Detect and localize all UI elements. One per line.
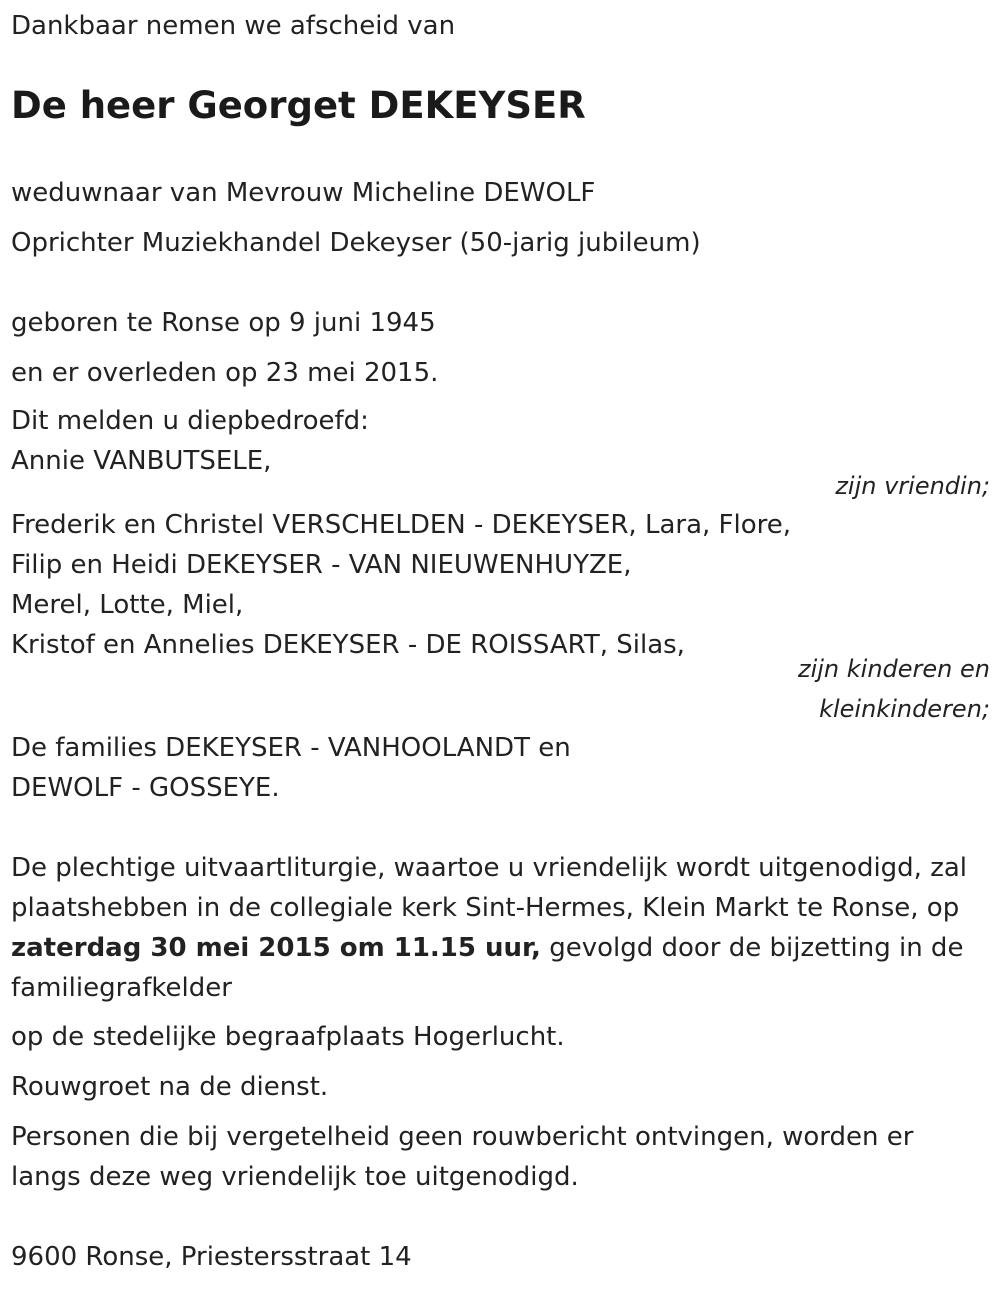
children-relation: zijn kinderen en [798, 655, 990, 683]
death-text: en er overleden op 23 mei 2015. [11, 358, 439, 388]
liturgy-text: gevolgd door de bijzetting in de familiegrafkelder [11, 933, 964, 1003]
notice-text: Personen die bij vergetelheid geen rouwbericht ontvingen, worden er langs deze weg vriendelijk toe uitgenodigd. [11, 1122, 914, 1192]
announce-text: Dit melden u diepbedroefd: [11, 406, 369, 436]
address-text: 9600 Ronse, Priestersstraat 14 [11, 1242, 412, 1272]
friend-name: Annie VANBUTSELE, [11, 446, 272, 476]
deceased-name: De heer Georget DEKEYSER [11, 84, 586, 127]
child-line: Filip en Heidi DEKEYSER - VAN NIEUWENHUYZE, [11, 550, 632, 580]
condolence-text: Rouwgroet na de dienst. [11, 1072, 329, 1102]
children-relation: kleinkinderen; [819, 695, 990, 723]
families-line: DEWOLF - GOSSEYE. [11, 773, 280, 803]
liturgy-text: De plechtige uitvaartliturgie, waartoe u vriendelijk wordt uitgenodigd, zal plaatshebben in de collegiale kerk Sint-Hermes, Klein Markt te Ronse, op [11, 853, 968, 923]
child-line: Frederik en Christel VERSCHELDEN - DEKEYSER, Lara, Flore, [11, 510, 791, 540]
child-line: Merel, Lotte, Miel, [11, 590, 244, 620]
cemetery-text: op de stedelijke begraafplaats Hogerlucht. [11, 1022, 565, 1052]
birth-text: geboren te Ronse op 9 juni 1945 [11, 308, 436, 338]
families-line: De families DEKEYSER - VANHOOLANDT en [11, 733, 571, 763]
liturgy-date: zaterdag 30 mei 2015 om 11.15 uur, [11, 933, 541, 963]
child-line: Kristof en Annelies DEKEYSER - DE ROISSART, Silas, [11, 630, 685, 660]
spouse-text: weduwnaar van Mevrouw Micheline DEWOLF [11, 178, 596, 208]
intro-text: Dankbaar nemen we afscheid van [11, 11, 456, 41]
friend-relation: zijn vriendin; [835, 472, 990, 500]
role-text: Oprichter Muziekhandel Dekeyser (50-jarig jubileum) [11, 228, 701, 258]
liturgy-paragraph [11, 848, 990, 1008]
